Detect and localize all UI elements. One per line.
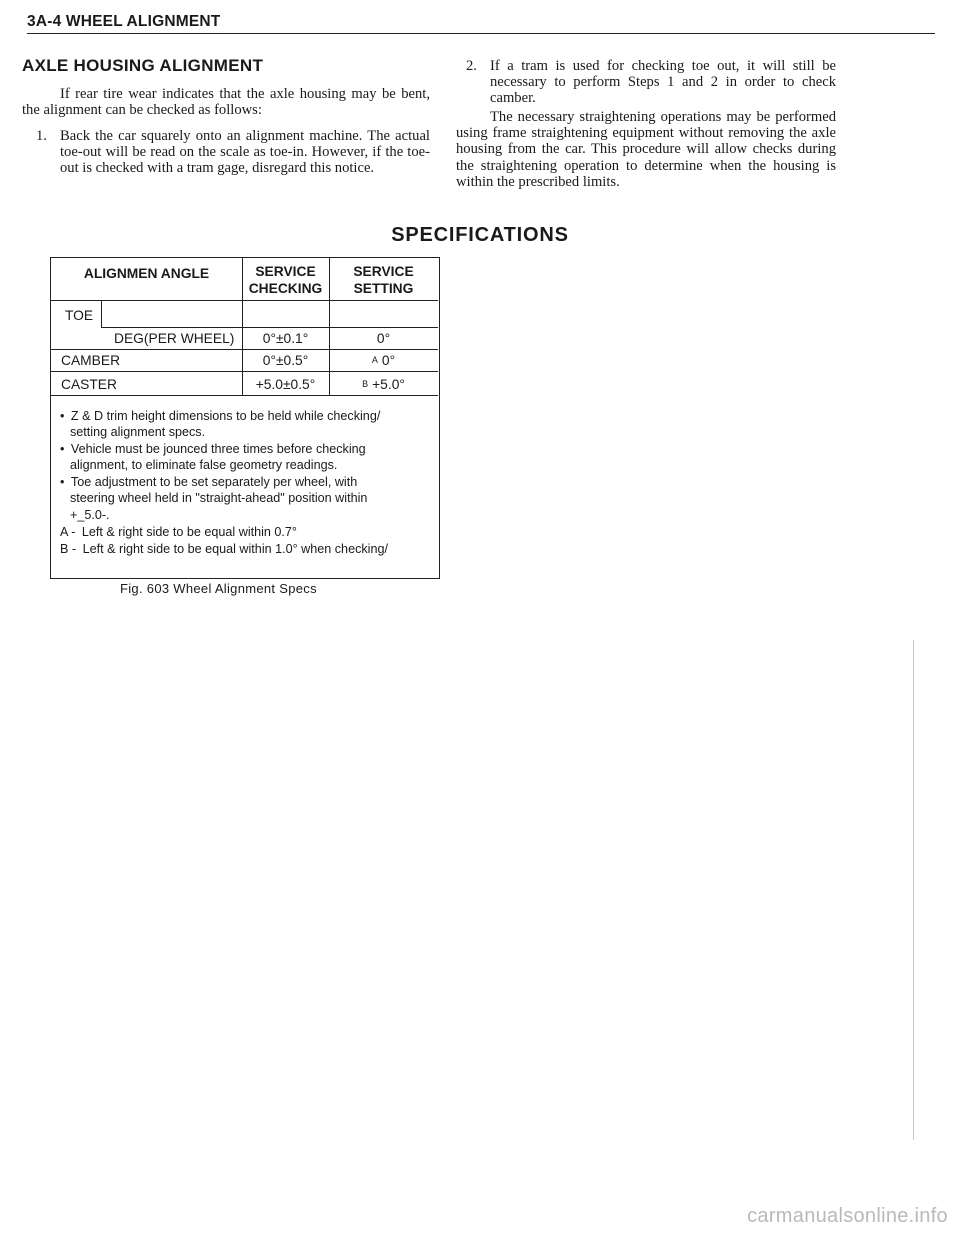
grid-line: [51, 395, 438, 396]
watermark: carmanualsonline.info: [747, 1205, 948, 1227]
grid-line: [242, 371, 243, 395]
toe-checking-value: 0°±0.1°: [262, 331, 309, 346]
note-line: Left & right side to be equal within 0.7°: [81, 525, 297, 539]
note-1: [60, 408, 380, 425]
step-text: If a tram is used for checking toe out, it will still be necessary to perform Steps 1 and 2 in order to check camber.: [490, 58, 836, 107]
note-line: Z & D trim height dimensions to be held while checking/: [70, 409, 381, 423]
note-bullet: •: [60, 475, 65, 489]
note-2-cont: alignment, to eliminate false geometry readings.: [70, 458, 338, 472]
grid-line: [51, 349, 438, 350]
toe-setting-value: 0°: [376, 331, 391, 346]
grid-line: [51, 300, 438, 301]
camber-checking-value: 0°±0.5°: [262, 353, 309, 368]
section-title: AXLE HOUSING ALIGNMENT: [22, 56, 264, 75]
intro-paragraph: If rear tire wear indicates that the axle housing may be bent, the alignment can be checked as follows:: [22, 86, 430, 119]
scan-artifact-line: [913, 640, 914, 1140]
note-2: [60, 441, 366, 458]
grid-line: [329, 371, 330, 395]
header-checking: CHECKING: [248, 281, 323, 296]
header-angle: ALIGNMEN ANGLE: [83, 266, 210, 281]
note-bullet: •: [60, 409, 65, 423]
caster-setting-text: +5.0°: [372, 377, 405, 392]
note-line: Toe adjustment to be set separately per wheel, with: [70, 475, 358, 489]
note-3-cont: steering wheel held in "straight-ahead" position within: [70, 491, 368, 505]
grid-line: [51, 371, 438, 372]
row-label-camber: CAMBER: [61, 353, 121, 368]
note-1-cont: setting alignment specs.: [70, 425, 206, 439]
header-checking: SERVICE: [255, 264, 316, 279]
grid-line: [101, 327, 438, 328]
caster-checking-value: +5.0±0.5°: [255, 377, 316, 392]
caster-setting-value: [329, 377, 438, 392]
note-bullet: A -: [60, 525, 76, 539]
step-number: 2.: [466, 58, 477, 74]
header-setting: SERVICE: [353, 264, 414, 279]
row-label-toe: TOE: [65, 308, 94, 323]
straightening-paragraph: The necessary straightening operations may be performed using frame straightening equipment without removing the axle housing from the car. This procedure will allow checks during the straightening operation to determine when the housing is within the prescribed limits.: [456, 109, 836, 190]
note-bullet: •: [60, 442, 65, 456]
footnote-mark-b: B: [362, 379, 369, 389]
grid-line: [101, 300, 102, 327]
header-setting: SETTING: [353, 281, 414, 296]
note-line: Left & right side to be equal within 1.0° when checking/: [82, 542, 388, 556]
camber-setting-value: [329, 353, 438, 368]
row-label-caster: CASTER: [61, 377, 117, 392]
header-rule: [27, 33, 935, 34]
note-bullet: B -: [60, 542, 77, 556]
page-header: 3A-4 WHEEL ALIGNMENT: [27, 13, 221, 30]
note-3: [60, 474, 357, 491]
specifications-title: SPECIFICATIONS: [391, 224, 569, 246]
step-text: Back the car squarely onto an alignment machine. The actual toe-out will be read on the scale as toe-in. However, if the toe-out is checked with a tram gage, disregard this notice.: [60, 128, 430, 177]
step-number: 1.: [36, 128, 47, 144]
figure-caption: Fig. 603 Wheel Alignment Specs: [120, 581, 317, 596]
footnote-mark-a: A: [371, 355, 378, 365]
spec-table: [50, 257, 440, 579]
note-a: [60, 524, 297, 541]
note-3-cont: +_5.0-.: [70, 508, 110, 522]
row-label-deg: DEG(PER WHEEL): [114, 331, 235, 346]
camber-setting-text: 0°: [381, 353, 396, 368]
note-line: Vehicle must be jounced three times before checking: [70, 442, 366, 456]
note-b: [60, 541, 388, 558]
